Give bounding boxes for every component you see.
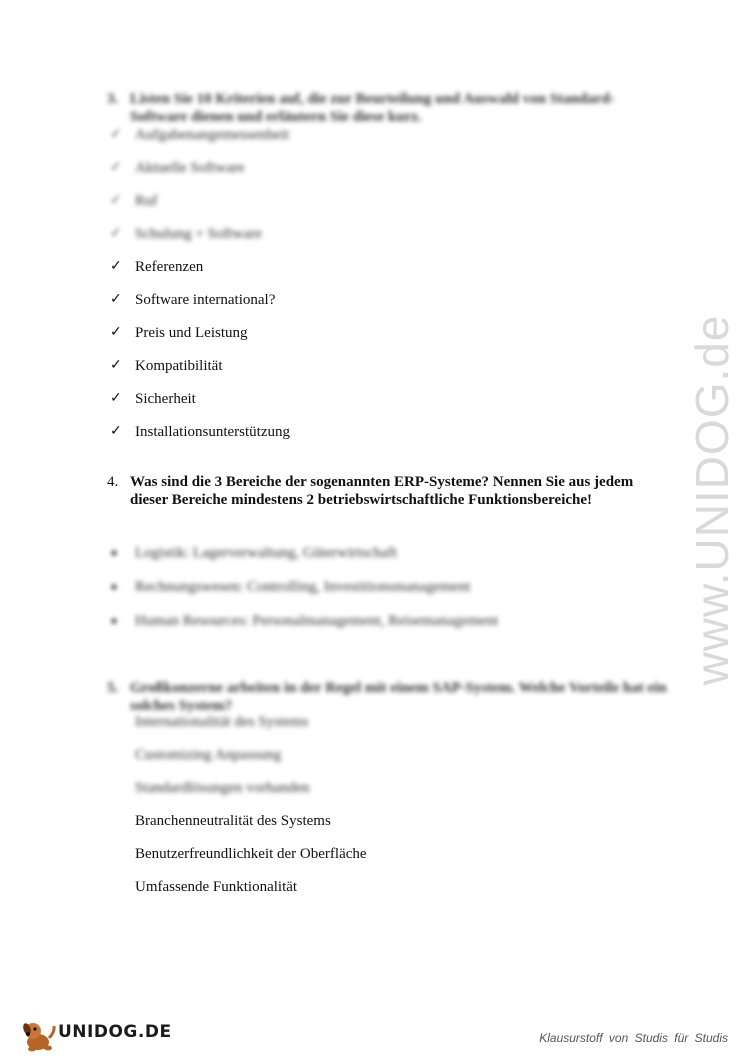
bullet-icon <box>111 618 117 624</box>
list-item: Benutzerfreundlichkeit der Oberfläche <box>135 846 367 862</box>
list-item: Ruf <box>135 193 158 209</box>
list-item: Sicherheit <box>135 391 196 407</box>
list-item: Umfassende Funktionalität <box>135 879 298 895</box>
check-icon: ✓ <box>110 193 122 208</box>
list-item: Installationsunterstützung <box>135 424 290 440</box>
check-icon: ✓ <box>110 391 122 406</box>
list-item: Schulung + Software <box>135 226 262 242</box>
watermark: www.UNIDOG.de <box>686 314 738 686</box>
check-icon: ✓ <box>110 358 122 373</box>
list-item: Referenzen <box>135 259 204 275</box>
list-item: Preis und Leistung <box>135 325 248 341</box>
list-item: Aufgabenangemessenheit <box>135 127 290 143</box>
question-4-text: Was sind die 3 Bereiche der sogenannten ERP-Systeme? Nennen Sie aus jedem dieser Bereiche mindestens 2 betriebswirtschaftliche Funktionsbereiche! <box>130 474 634 508</box>
check-icon: ✓ <box>110 325 122 340</box>
list-item: Software international? <box>135 292 276 308</box>
check-icon: ✓ <box>110 292 122 307</box>
unidog-logo[interactable] <box>20 1018 172 1054</box>
bullet-icon <box>111 550 117 556</box>
list-item: Customizing Anpassung <box>135 747 282 763</box>
question-5-number: 5. <box>107 680 119 696</box>
footer-tagline: Klausurstoff von Studis für Studis <box>539 1031 728 1045</box>
check-icon: ✓ <box>110 259 122 274</box>
question-3-number: 3. <box>107 91 119 107</box>
list-item: Aktuelle Software <box>135 160 245 176</box>
bullet-icon <box>111 584 117 590</box>
check-icon: ✓ <box>110 160 122 175</box>
question-4-number: 4. <box>107 474 119 490</box>
check-icon: ✓ <box>110 127 122 142</box>
question-3-text: Listen Sie 10 Kriterien auf, die zur Beurteilung und Auswahl von Standard-Software dienen und erläutern Sie diese kurz. <box>130 91 615 125</box>
check-icon: ✓ <box>110 424 122 439</box>
list-item: Rechnungswesen: Controlling, Investitionsmanagement <box>135 579 471 595</box>
list-item: Kompatibilität <box>135 358 223 374</box>
check-icon: ✓ <box>110 226 122 241</box>
dog-icon <box>20 1018 60 1054</box>
list-item: Standardlösungen vorhanden <box>135 780 310 796</box>
list-item: Internationalität des Systems <box>135 714 309 730</box>
question-5-text: Großkonzerne arbeiten in der Regel mit einem SAP-System. Welche Vorteile hat ein solches System? <box>130 680 667 714</box>
logo-text: UNIDOG.DE <box>58 1022 172 1042</box>
list-item: Branchenneutralität des Systems <box>135 813 331 829</box>
list-item: Human Resources: Personalmanagement, Reisemanagement <box>135 613 499 629</box>
list-item: Logistik: Lagerverwaltung, Güterwirtschaft <box>135 545 398 561</box>
